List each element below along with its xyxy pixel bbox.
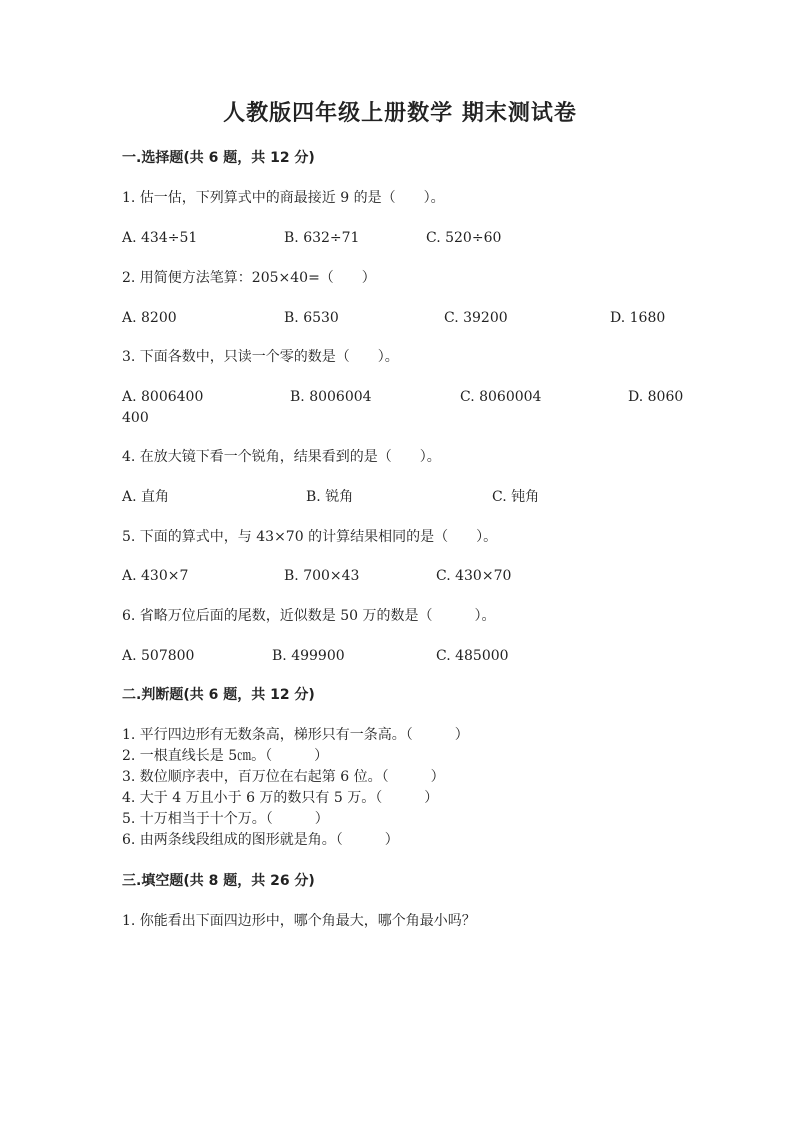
option-c: C. 430×70 [436, 568, 512, 584]
judgement-item: 6. 由两条线段组成的图形就是角。（ ） [122, 832, 399, 848]
question-stem: 3. 下面各数中，只读一个零的数是（ ）。 [122, 349, 399, 365]
judgement-item: 3. 数位顺序表中，百万位在右起第 6 位。（ ） [122, 769, 445, 785]
judgement-item: 4. 大于 4 万且小于 6 万的数只有 5 万。（ ） [122, 790, 439, 806]
question-stem: 1. 估一估，下列算式中的商最接近 9 的是（ ）。 [122, 190, 445, 206]
page-title: 人教版四年级上册数学 期末测试卷 [223, 101, 577, 126]
option-a: A. 8200 [122, 310, 177, 326]
question-stem: 6. 省略万位后面的尾数，近似数是 50 万的数是（ ）。 [122, 608, 496, 624]
question-stem: 5. 下面的算式中，与 43×70 的计算结果相同的是（ ）。 [122, 529, 498, 545]
section-heading-choice: 一.选择题(共 6 题，共 12 分) [122, 150, 315, 166]
option-d-wrap: 400 [122, 410, 149, 426]
option-a: A. 430×7 [122, 568, 189, 584]
judgement-item: 2. 一根直线长是 5㎝。（ ） [122, 748, 329, 764]
option-b: B. 499900 [272, 648, 345, 664]
question-stem: 1. 你能看出下面四边形中，哪个角最大，哪个角最小吗？ [122, 913, 476, 929]
option-b: B. 700×43 [284, 568, 360, 584]
option-b: B. 632÷71 [284, 230, 360, 246]
question-stem: 2. 用简便方法笔算：205×40=（ ） [122, 270, 376, 286]
section-heading-judgement: 二.判断题(共 6 题，共 12 分) [122, 687, 315, 703]
option-c: C. 39200 [444, 310, 508, 326]
option-a: A. 434÷51 [122, 230, 198, 246]
option-c: C. 520÷60 [426, 230, 502, 246]
option-c: C. 钝角 [492, 489, 540, 505]
option-d: D. 1680 [610, 310, 666, 326]
option-b: B. 锐角 [306, 489, 354, 505]
option-b: B. 8006004 [290, 389, 372, 405]
judgement-item: 1. 平行四边形有无数条高，梯形只有一条高。（ ） [122, 727, 469, 743]
option-c: C. 485000 [436, 648, 509, 664]
question-stem: 4. 在放大镜下看一个锐角，结果看到的是（ ）。 [122, 449, 441, 465]
option-d: D. 8060 [628, 389, 684, 405]
option-c: C. 8060004 [460, 389, 542, 405]
option-a: A. 直角 [122, 489, 170, 505]
option-a: A. 507800 [122, 648, 195, 664]
option-b: B. 6530 [284, 310, 339, 326]
judgement-item: 5. 十万相当于十个万。（ ） [122, 811, 329, 827]
section-heading-fill-blank: 三.填空题(共 8 题，共 26 分) [122, 873, 315, 889]
option-a: A. 8006400 [122, 389, 204, 405]
